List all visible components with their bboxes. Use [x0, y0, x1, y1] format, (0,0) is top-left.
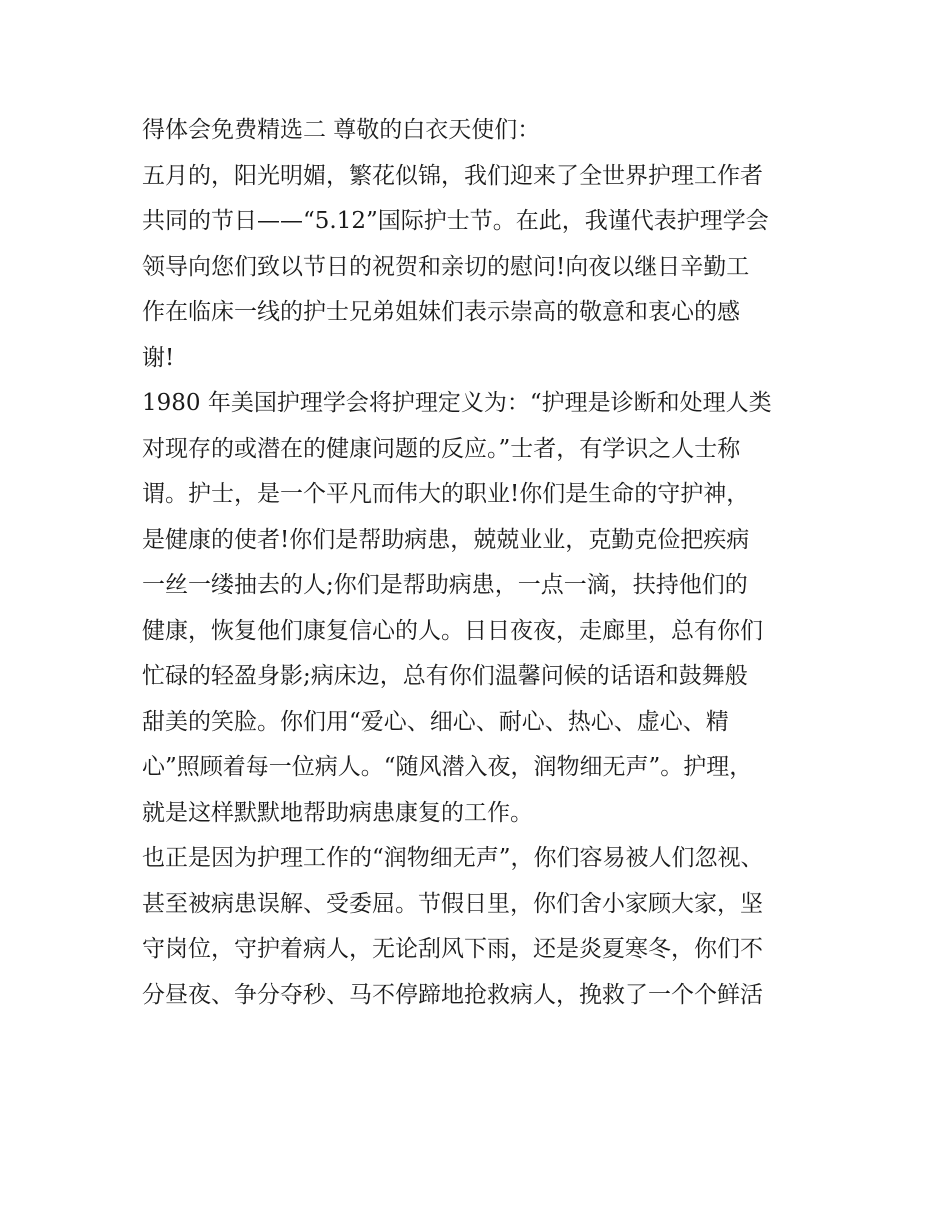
text-line: 对现存的或潜在的健康问题的反应。”士者，有学识之人士称 [142, 435, 741, 462]
text-line: 谢! [142, 344, 175, 371]
text-line: 心”照顾着每一位病人。“随风潜入夜，润物细无声”。护理， [142, 754, 753, 780]
text-line: 忙碌的轻盈身影;病床边，总有你们温馨问候的话语和鼓舞般 [142, 663, 748, 689]
body-text [142, 108, 822, 1018]
text-line: 健康，恢复他们康复信心的人。日日夜夜，走廊里，总有你们 [142, 617, 763, 644]
text-line: 分昼夜、争分夺秒、马不停蹄地抢救病人，挽救了一个个鲜活 [142, 981, 763, 1008]
text-line: 甜美的笑脸。你们用“爱心、细心、耐心、热心、虚心、精 [142, 708, 729, 735]
text-line: 是健康的使者!你们是帮助病患，兢兢业业，克勤克俭把疾病 [142, 526, 750, 553]
text-line: 甚至被病患误解、受委屈。节假日里，你们舍小家顾大家，坚 [142, 890, 763, 917]
text-line: 五月的，阳光明媚，繁花似锦，我们迎来了全世界护理工作者 [142, 162, 763, 189]
text-line: 守岗位，守护着病人，无论刮风下雨，还是炎夏寒冬，你们不 [142, 936, 763, 962]
text-line: 谓。护士，是一个平凡而伟大的职业!你们是生命的守护神， [142, 481, 750, 507]
text-line: 一丝一缕抽去的人;你们是帮助病患，一点一滴，扶持他们的 [142, 572, 748, 598]
text-line: 共同的节日——“5.12”国际护士节。在此，我谨代表护理学会 [142, 208, 769, 234]
text-line: 也正是因为护理工作的“润物细无声”，你们容易被人们忽视、 [142, 845, 764, 871]
text-line: 领导向您们致以节日的祝贺和亲切的慰问!向夜以继日辛勤工 [142, 253, 750, 280]
text-line: 1980 年美国护理学会将护理定义为：“护理是诊断和处理人类 [142, 390, 772, 416]
text-line-heading: 得体会免费精选二 尊敬的白衣天使们： [142, 117, 541, 143]
text-line: 就是这样默默地帮助病患康复的工作。 [142, 799, 533, 826]
text-line: 作在临床一线的护士兄弟姐妹们表示崇高的敬意和衷心的感 [142, 299, 740, 325]
